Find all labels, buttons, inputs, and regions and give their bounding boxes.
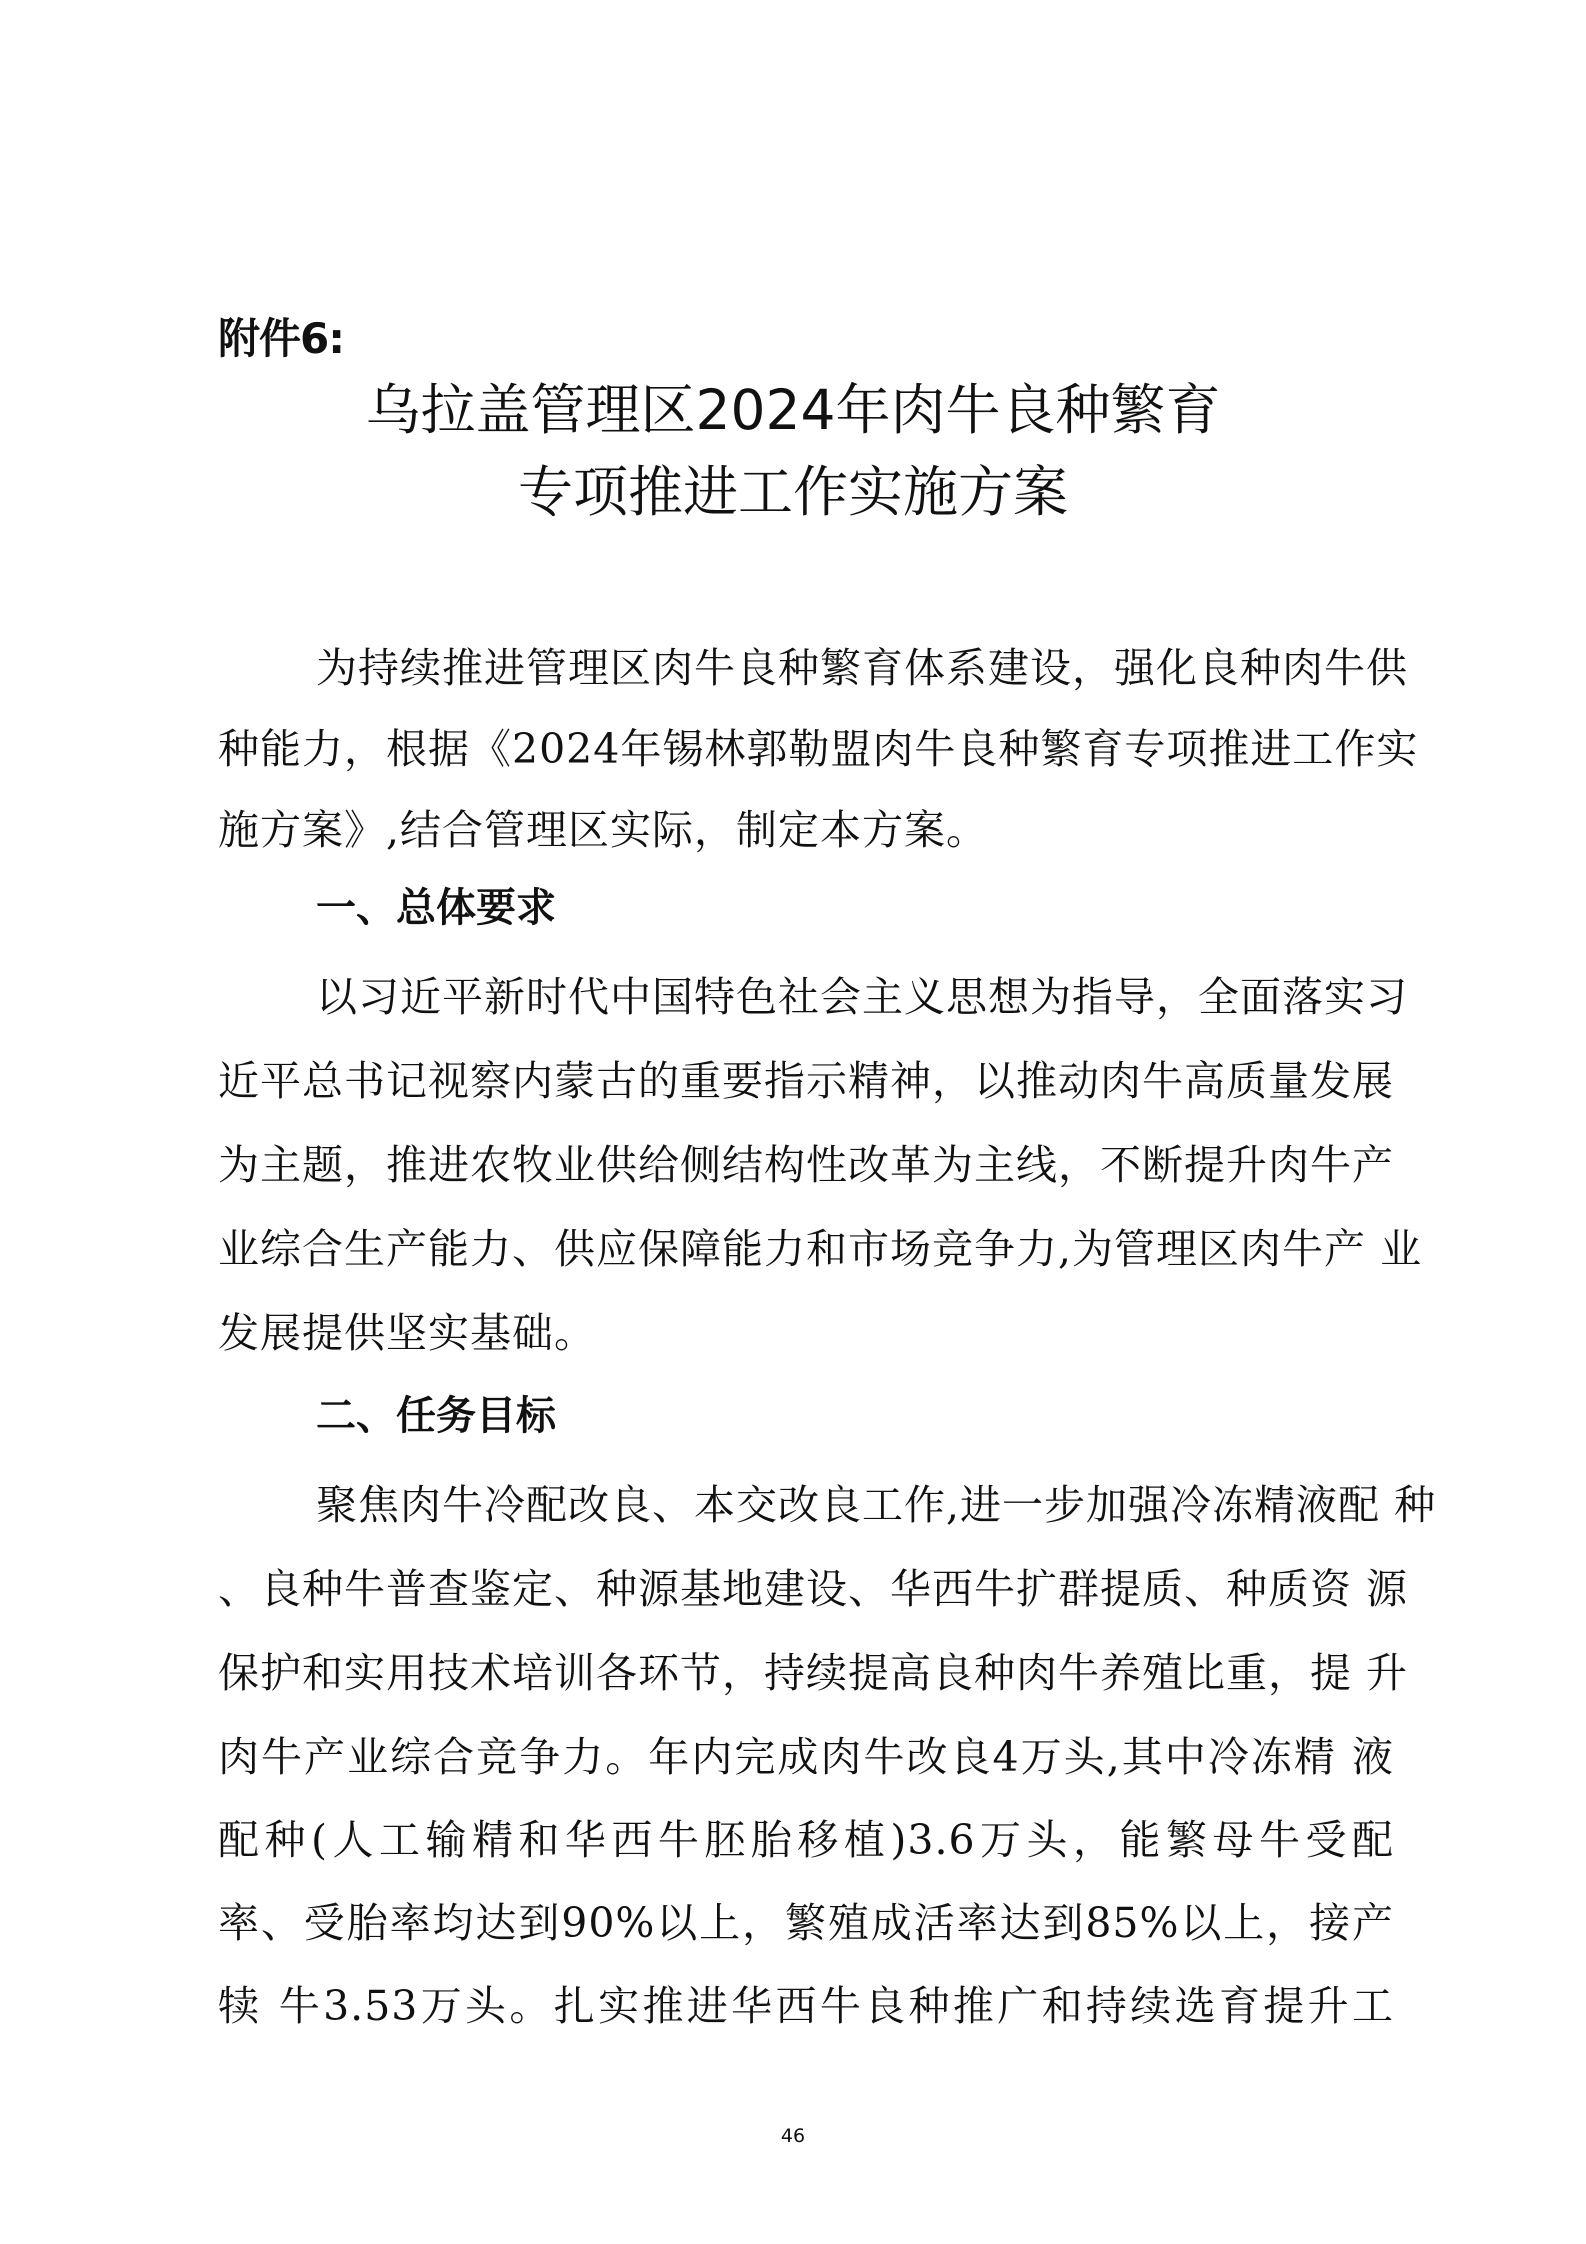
body-line: 率、受胎率均达到90%以上，繁殖成活率达到85%以上，接产 — [218, 1899, 1394, 1947]
body-line: 聚焦肉牛冷配改良、本交改良工作,进一步加强冷冻精液配 种 — [316, 1481, 1437, 1529]
body-line: 发展提供坚实基础。 — [218, 1309, 596, 1357]
intro-line: 种能力，根据《2024年锡林郭勒盟肉牛良种繁育专项推进工作实 — [218, 725, 1419, 773]
body-line: 肉牛产业综合竞争力。年内完成肉牛改良4万头,其中冷冻精 液 — [218, 1733, 1394, 1781]
body-line: 保护和实用技术培训各环节，持续提高良种肉牛养殖比重，提 升 — [218, 1649, 1409, 1697]
body-line: 犊 牛3.53万头。扎实推进华西牛良种推广和持续选育提升工 — [218, 1982, 1394, 2030]
document-title-line-2: 专项推进工作实施方案 — [517, 460, 1068, 524]
body-line: 业综合生产能力、供应保障能力和市场竞争力,为管理区肉牛产 业 — [218, 1225, 1423, 1273]
attachment-label: 附件6: — [218, 314, 345, 363]
document-title-line-1: 乌拉盖管理区2024年肉牛良种繁育 — [365, 378, 1221, 442]
section-heading: 二、任务目标 — [316, 1393, 556, 1439]
page-number: 46 — [780, 2125, 806, 2147]
body-line: 以习近平新时代中国特色社会主义思想为指导，全面落实习 — [316, 973, 1408, 1021]
body-line: 配种(人工输精和华西牛胚胎移植)3.6万头，能繁母牛受配 — [218, 1816, 1394, 1864]
body-line: 为主题，推进农牧业供给侧结构性改革为主线，不断提升肉牛产 — [218, 1141, 1394, 1189]
section-heading: 一、总体要求 — [316, 885, 556, 931]
body-line: 近平总书记视察内蒙古的重要指示精神，以推动肉牛高质量发展 — [218, 1057, 1394, 1105]
intro-line: 施方案》,结合管理区实际，制定本方案。 — [218, 806, 989, 854]
body-line: 、良种牛普查鉴定、种源基地建设、华西牛扩群提质、种质资 源 — [218, 1565, 1409, 1613]
intro-line: 为持续推进管理区肉牛良种繁育体系建设，强化良种肉牛供 — [316, 644, 1408, 692]
